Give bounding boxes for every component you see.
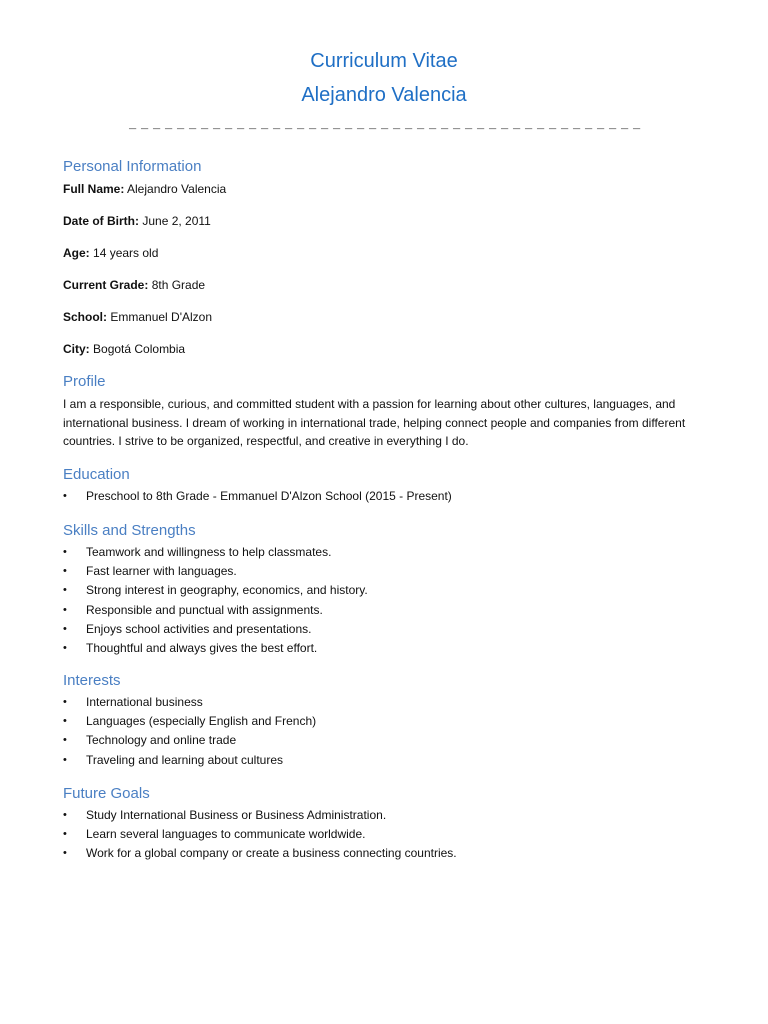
field-value: Alejandro Valencia — [127, 182, 227, 196]
bullet-icon: • — [63, 546, 67, 558]
field-date-of-birth — [63, 214, 211, 229]
field-value: 8th Grade — [151, 278, 206, 292]
education-list — [63, 487, 452, 506]
list-item-text: Learn several languages to communicate worldwide. — [86, 827, 366, 842]
list-item-text: Preschool to 8th Grade - Emmanuel D'Alzon School (2015 - Present) — [86, 489, 452, 503]
field-label: Current Grade: — [63, 278, 149, 292]
section-heading-profile: Profile — [63, 373, 106, 390]
field-label: Date of Birth: — [63, 214, 139, 228]
list-item-text: Thoughtful and always gives the best effort. — [86, 641, 318, 656]
list-item-text: International business — [86, 695, 203, 709]
field-city — [63, 342, 185, 357]
section-heading-personal-information: Personal Information — [63, 158, 202, 175]
document-title: Curriculum Vitae — [310, 50, 458, 72]
list-item — [63, 693, 316, 712]
bullet-icon: • — [63, 490, 67, 502]
bullet-icon: • — [63, 753, 67, 766]
list-item — [63, 562, 368, 581]
bullet-icon: • — [63, 809, 67, 821]
field-label: City: — [63, 342, 90, 356]
list-item-text: Technology and online trade — [86, 733, 237, 748]
profile-paragraph: I am a responsible, curious, and committed student with a passion for learning about other cultures, languages, and international business. I dream of working in international trade, helping connect people and companies from different countries. I strive to be organized, respectful, and creative in everything I do. — [63, 397, 686, 449]
list-item — [63, 712, 316, 731]
list-item — [63, 731, 316, 750]
goals-list — [63, 806, 457, 864]
bullet-icon: • — [63, 696, 67, 708]
list-item-text: Fast learner with languages. — [86, 564, 237, 579]
field-value: Emmanuel D'Alzon — [110, 310, 213, 324]
list-item — [63, 581, 368, 600]
field-label: Full Name: — [63, 182, 125, 196]
section-heading-interests: Interests — [63, 672, 121, 689]
list-item — [63, 806, 457, 825]
field-value: June 2, 2011 — [142, 214, 211, 228]
bullet-icon: • — [63, 603, 67, 616]
section-heading-education: Education — [63, 466, 130, 483]
list-item-text: Work for a global company or create a business connecting countries. — [86, 846, 457, 861]
list-item — [63, 487, 452, 506]
bullet-icon: • — [63, 734, 67, 747]
bullet-icon: • — [63, 584, 67, 597]
bullet-icon: • — [63, 622, 67, 635]
list-item — [63, 751, 316, 770]
list-item — [63, 601, 368, 620]
skills-list — [63, 543, 368, 658]
field-label: School: — [63, 310, 107, 324]
list-item-text: Traveling and learning about cultures — [86, 752, 284, 767]
list-item — [63, 620, 368, 639]
list-item-text: Teamwork and willingness to help classmates. — [86, 545, 332, 559]
bullet-icon: • — [63, 715, 67, 728]
bullet-icon: • — [63, 565, 67, 578]
field-value: Bogotá Colombia — [93, 342, 186, 356]
section-heading-future-goals: Future Goals — [63, 785, 150, 802]
list-item-text: Responsible and punctual with assignments. — [86, 602, 323, 617]
field-value: 14 years old — [93, 246, 159, 260]
list-item — [63, 825, 457, 844]
field-label: Age: — [63, 246, 90, 260]
bullet-icon: • — [63, 847, 67, 860]
list-item — [63, 639, 368, 658]
field-current-grade — [63, 278, 205, 293]
field-age — [63, 246, 158, 261]
list-item-text: Study International Business or Business Administration. — [86, 808, 387, 822]
section-heading-skills: Skills and Strengths — [63, 522, 196, 539]
person-name-title: Alejandro Valencia — [301, 84, 467, 106]
field-school — [63, 310, 212, 325]
list-item-text: Languages (especially English and French) — [86, 714, 317, 729]
bullet-icon: • — [63, 828, 67, 841]
interests-list — [63, 693, 316, 770]
list-item-text: Enjoys school activities and presentations. — [86, 621, 312, 636]
bullet-icon: • — [63, 642, 67, 655]
list-item-text: Strong interest in geography, economics, and history. — [86, 583, 368, 598]
divider-rule: _ _ _ _ _ _ _ _ _ _ _ _ _ _ _ _ _ _ _ _ _ _ _ _ _ _ _ _ _ _ _ _ _ _ _ _ _ _ _ _ _ _ _ — [128, 118, 640, 132]
list-item — [63, 844, 457, 863]
field-full-name — [63, 182, 226, 197]
list-item — [63, 543, 368, 562]
